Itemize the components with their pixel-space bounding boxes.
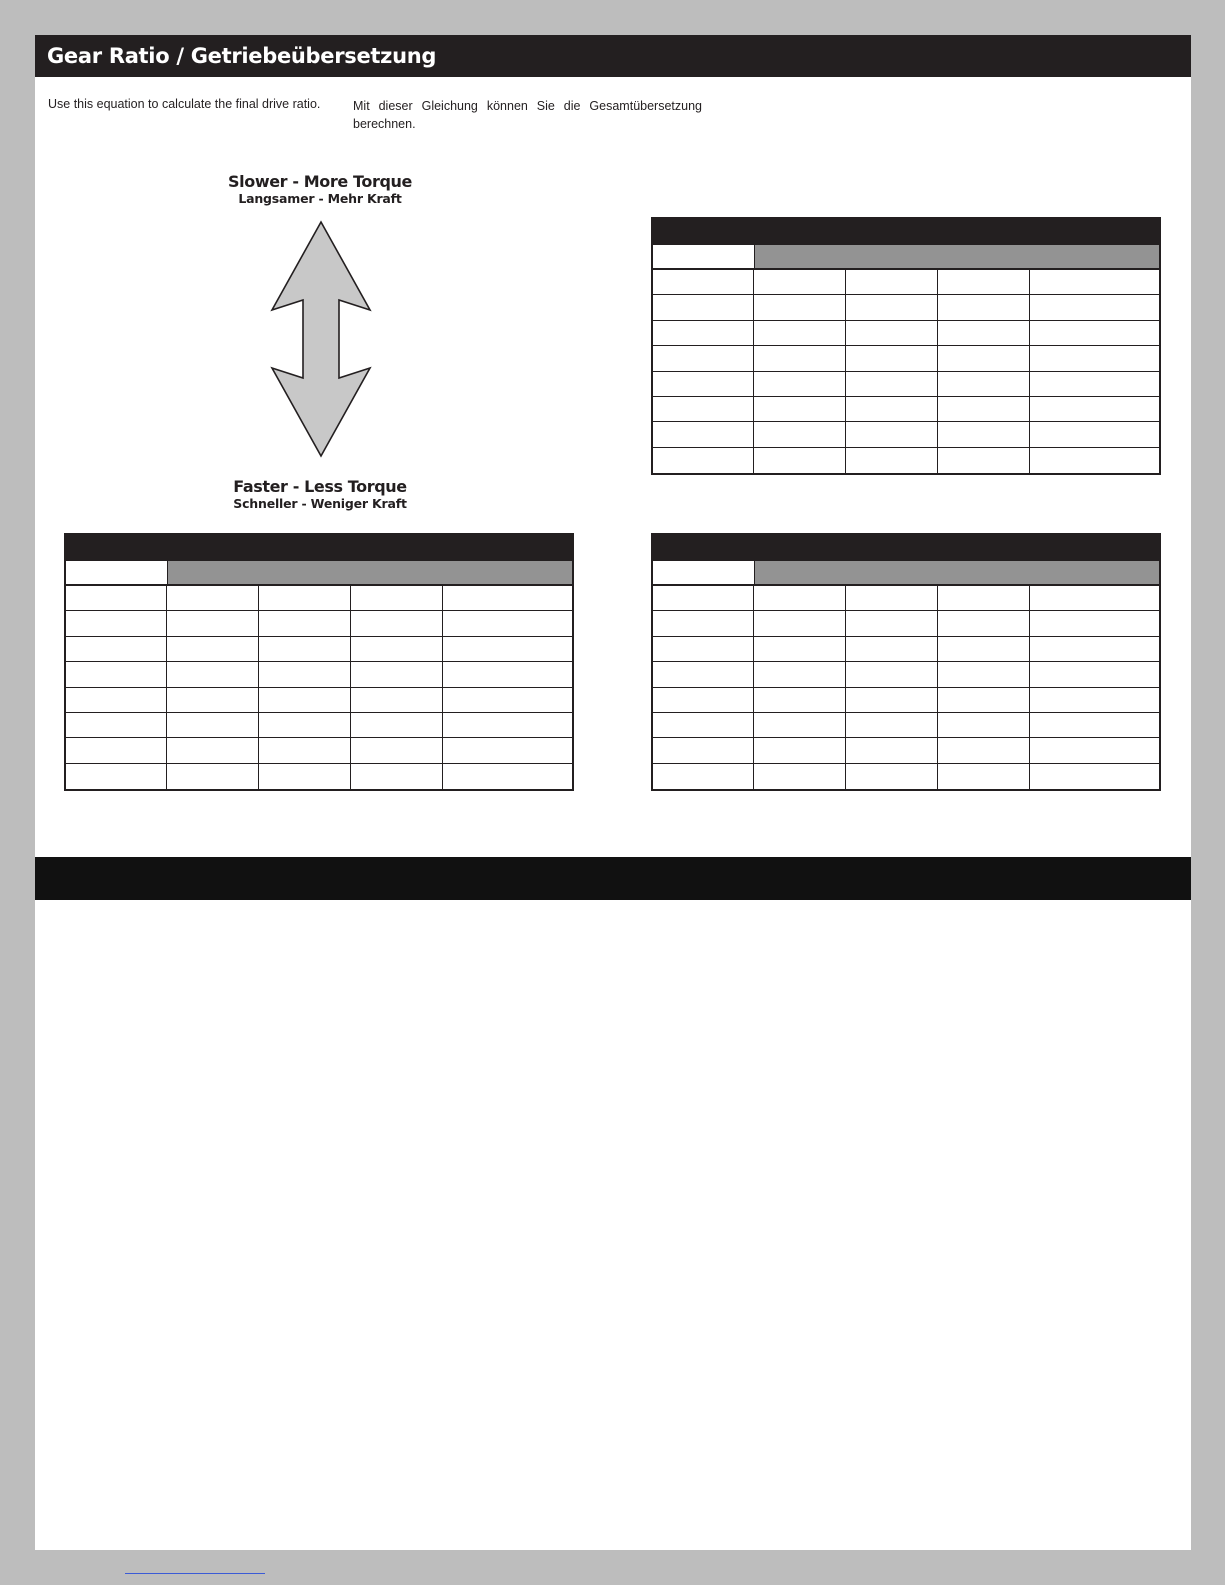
page-title: Gear Ratio / Getriebeübersetzung: [35, 35, 1191, 77]
table-cell: [1030, 713, 1159, 737]
table-cell: [1030, 448, 1159, 473]
table-cell: [1030, 611, 1159, 635]
intro-text-english: Use this equation to calculate the final drive ratio.: [48, 97, 321, 111]
table-cell: [653, 713, 754, 737]
table-row: [653, 738, 1159, 763]
table-cell: [167, 688, 259, 712]
table-cell: [259, 662, 351, 686]
table-cell: [846, 713, 938, 737]
table-subheader-span-cell: [755, 245, 1159, 268]
table-cell: [938, 270, 1030, 294]
table-cell: [938, 637, 1030, 661]
table-cell: [66, 611, 167, 635]
table-cell: [754, 321, 846, 345]
intro-text-german: Mit dieser Gleichung können Sie die Gesamtübersetzung berechnen.: [353, 99, 702, 131]
table-cell: [653, 662, 754, 686]
table-cell: [846, 295, 938, 319]
table-body: [653, 270, 1159, 473]
table-cell: [259, 688, 351, 712]
table-cell: [66, 764, 167, 789]
table-row: [653, 422, 1159, 447]
table-cell: [351, 738, 443, 762]
table-bottom-left: [64, 533, 574, 791]
table-cell: [754, 637, 846, 661]
table-cell: [1030, 346, 1159, 370]
table-cell: [754, 397, 846, 421]
table-cell: [443, 764, 572, 789]
table-cell: [938, 372, 1030, 396]
table-subheader-label-cell: [66, 561, 168, 584]
table-subheader: [66, 561, 572, 586]
table-cell: [66, 738, 167, 762]
table-row: [66, 738, 572, 763]
table-row: [653, 372, 1159, 397]
slower-sublabel: Langsamer - Mehr Kraft: [238, 191, 402, 206]
table-cell: [938, 586, 1030, 610]
table-row: [653, 321, 1159, 346]
table-subheader-span-cell: [755, 561, 1159, 584]
table-cell: [846, 586, 938, 610]
table-cell: [653, 295, 754, 319]
table-cell: [938, 738, 1030, 762]
table-cell: [443, 738, 572, 762]
table-row: [66, 713, 572, 738]
table-cell: [1030, 764, 1159, 789]
table-cell: [167, 611, 259, 635]
table-cell: [259, 637, 351, 661]
table-cell: [653, 397, 754, 421]
table-cell: [938, 764, 1030, 789]
table-cell: [1030, 586, 1159, 610]
table-cell: [443, 713, 572, 737]
table-cell: [754, 346, 846, 370]
table-row: [66, 764, 572, 789]
table-cell: [754, 738, 846, 762]
table-row: [653, 586, 1159, 611]
footer-link-underline[interactable]: [125, 1573, 265, 1574]
table-cell: [846, 637, 938, 661]
table-cell: [846, 688, 938, 712]
table-cell: [167, 662, 259, 686]
table-cell: [754, 611, 846, 635]
table-cell: [938, 321, 1030, 345]
table-header-bar: [66, 535, 572, 561]
table-cell: [653, 688, 754, 712]
table-row: [66, 611, 572, 636]
table-cell: [846, 764, 938, 789]
table-cell: [938, 611, 1030, 635]
table-row: [653, 448, 1159, 473]
table-cell: [1030, 270, 1159, 294]
table-cell: [846, 662, 938, 686]
table-row: [653, 637, 1159, 662]
table-cell: [443, 662, 572, 686]
table-cell: [754, 295, 846, 319]
table-cell: [1030, 372, 1159, 396]
table-cell: [443, 637, 572, 661]
table-cell: [259, 764, 351, 789]
table-cell: [167, 764, 259, 789]
table-cell: [1030, 637, 1159, 661]
table-cell: [938, 688, 1030, 712]
table-cell: [846, 346, 938, 370]
table-cell: [66, 713, 167, 737]
table-cell: [167, 637, 259, 661]
table-cell: [351, 662, 443, 686]
table-subheader-label-cell: [653, 245, 755, 268]
table-row: [66, 586, 572, 611]
table-cell: [351, 713, 443, 737]
table-cell: [938, 397, 1030, 421]
table-cell: [66, 586, 167, 610]
table-header-bar: [653, 535, 1159, 561]
table-subheader-label-cell: [653, 561, 755, 584]
table-cell: [938, 662, 1030, 686]
table-cell: [653, 346, 754, 370]
page: [35, 35, 1191, 1550]
table-body: [66, 586, 572, 789]
table-bottom-right: [651, 533, 1161, 791]
table-cell: [1030, 321, 1159, 345]
table-cell: [1030, 662, 1159, 686]
top-label-group: [185, 172, 455, 206]
table-cell: [653, 422, 754, 446]
table-row: [653, 397, 1159, 422]
table-body: [653, 586, 1159, 789]
table-cell: [351, 688, 443, 712]
table-cell: [167, 713, 259, 737]
table-cell: [1030, 738, 1159, 762]
table-cell: [938, 346, 1030, 370]
table-cell: [351, 637, 443, 661]
faster-label: Faster - Less Torque: [233, 477, 407, 496]
table-cell: [754, 448, 846, 473]
table-cell: [66, 662, 167, 686]
table-cell: [1030, 688, 1159, 712]
table-cell: [846, 738, 938, 762]
table-row: [653, 270, 1159, 295]
table-subheader: [653, 561, 1159, 586]
table-cell: [938, 422, 1030, 446]
double-arrow-icon: [269, 220, 373, 460]
table-row: [653, 713, 1159, 738]
faster-sublabel: Schneller - Weniger Kraft: [233, 496, 407, 511]
table-cell: [259, 586, 351, 610]
table-cell: [66, 637, 167, 661]
table-cell: [351, 764, 443, 789]
table-cell: [653, 738, 754, 762]
table-row: [653, 611, 1159, 636]
table-cell: [938, 448, 1030, 473]
table-cell: [846, 611, 938, 635]
table-cell: [653, 372, 754, 396]
table-cell: [846, 397, 938, 421]
table-cell: [653, 586, 754, 610]
table-cell: [754, 688, 846, 712]
table-row: [653, 662, 1159, 687]
section-header-bar: [35, 857, 1191, 900]
table-cell: [653, 270, 754, 294]
table-row: [653, 764, 1159, 789]
table-cell: [1030, 397, 1159, 421]
table-subheader: [653, 245, 1159, 270]
table-row: [66, 637, 572, 662]
table-cell: [167, 738, 259, 762]
table-cell: [653, 321, 754, 345]
table-cell: [1030, 422, 1159, 446]
table-cell: [938, 295, 1030, 319]
table-cell: [443, 586, 572, 610]
table-cell: [653, 637, 754, 661]
table-row: [66, 688, 572, 713]
table-cell: [351, 611, 443, 635]
table-row: [653, 688, 1159, 713]
table-cell: [754, 422, 846, 446]
table-cell: [1030, 295, 1159, 319]
table-top-right: [651, 217, 1161, 475]
table-cell: [754, 764, 846, 789]
table-cell: [259, 611, 351, 635]
table-cell: [653, 448, 754, 473]
table-cell: [351, 586, 443, 610]
table-cell: [846, 372, 938, 396]
table-header-bar: [653, 219, 1159, 245]
table-cell: [938, 713, 1030, 737]
slower-label: Slower - More Torque: [228, 172, 412, 191]
table-cell: [846, 422, 938, 446]
table-cell: [846, 270, 938, 294]
table-cell: [754, 713, 846, 737]
table-row: [66, 662, 572, 687]
table-cell: [653, 611, 754, 635]
table-cell: [443, 611, 572, 635]
table-row: [653, 346, 1159, 371]
table-subheader-span-cell: [168, 561, 572, 584]
table-cell: [259, 738, 351, 762]
table-cell: [846, 321, 938, 345]
table-cell: [66, 688, 167, 712]
table-cell: [754, 662, 846, 686]
table-cell: [259, 713, 351, 737]
table-cell: [754, 586, 846, 610]
table-cell: [653, 764, 754, 789]
table-cell: [754, 270, 846, 294]
table-cell: [167, 586, 259, 610]
table-cell: [846, 448, 938, 473]
table-row: [653, 295, 1159, 320]
table-cell: [443, 688, 572, 712]
table-cell: [754, 372, 846, 396]
bottom-label-group: [185, 477, 455, 511]
